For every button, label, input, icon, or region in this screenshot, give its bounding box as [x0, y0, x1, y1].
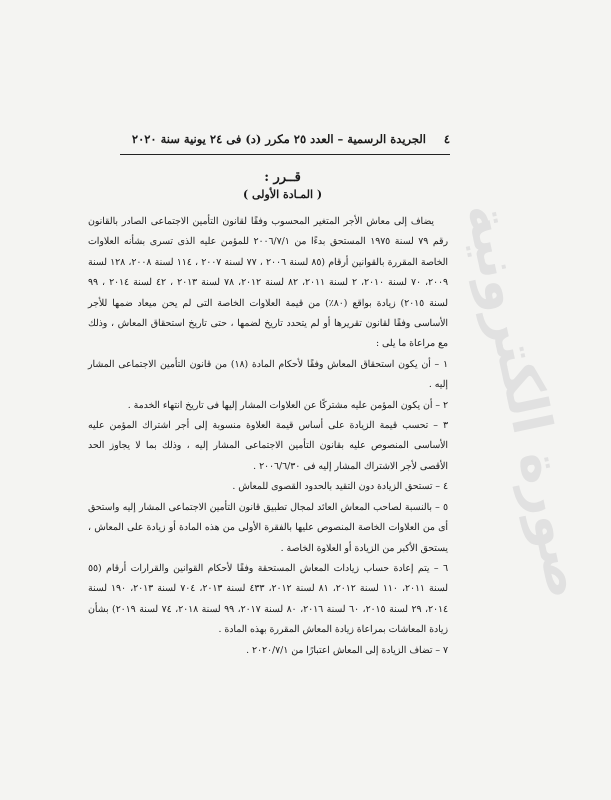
- clause-4: ٤ – تستحق الزيادة دون التقيد بالحدود القصوى للمعاش .: [232, 481, 448, 493]
- page-number: ٤: [443, 132, 450, 146]
- clause-7: ٧ – تضاف الزيادة إلى المعاش اعتبارًا من ٢٠٢٠/٧/١ .: [246, 644, 448, 656]
- watermark: صورة الكترونية: [453, 196, 600, 604]
- page-header: [120, 132, 450, 152]
- intro-paragraph: يضاف إلى معاش الأجر المتغير المحسوب وفقًا لقانون التأمين الاجتماعى الصادر بالقانون رقم ٧٩ لسنة ١٩٧٥ المستحق بدءًا من ٢٠٠٦/٧/١ للمؤمن عليه الذى تسرى بشأنه العلاوات الخاصة المقررة بالقوانين أرقام (٨٥ لسنة ٢٠٠٦ ، ٧٧ لسنة ٢٠٠٧ ، ١١٤ لسنة ٢٠٠٨، ١٢٨ لسنة ٢٠٠٩، ٧٠ لسنة ٢٠١٠، ٢ لسنة ٢٠١١، ٨٢ لسنة ٢٠١٢، ٧٨ لسنة ٢٠١٣ ، ٤٢ لسنة ٢٠١٤ ، ٩٩ لسنة ٢٠١٥) زيادة بواقع (٨٠٪) من قيمة العلاوات الخاصة التى لم يحن ميعاد ضمها للأجر الأساسى وفقًا لقانون تقريرها أو لم يتحدد تاريخ لضمها ، حتى تاريخ استحقاق المعاش ، وذلك مع مراعاة ما يلى :: [88, 216, 449, 350]
- clause-6: ٦ – يتم إعادة حساب زيادات المعاش المستحقة وفقًا لأحكام القوانين والقرارات أرقام (٥٥ لسنة ٢٠١١، ١١٠ لسنة ٢٠١٢، ٨١ لسنة ٢٠١٢، ٤٣٣ لسنة ٢٠١٣، ٧٠٤ لسنة ٢٠١٣، ١٩٠ لسنة ٢٠١٤، ٢٩ لسنة ٢٠١٥، ٦٠ لسنة ٢٠١٦، ٨٠ لسنة ٢٠١٧، ٩٩ لسنة ٢٠١٨، ٧٤ لسنة ٢٠١٩) بشأن زيادة المعاشات بمراعاة زيادة المعاش المقررة بهذه المادة .: [88, 562, 449, 636]
- clause-2: ٢ – أن يكون المؤمن عليه مشتركًا عن العلاوات المشار إليها فى تاريخ انتهاء الخدمة .: [127, 399, 448, 411]
- clause-5: ٥ – بالنسبة لصاحب المعاش العائد لمجال تطبيق قانون التأمين الاجتماعى المشار إليه واستحق أى من العلاوات الخاصة المنصوص عليها بالفقرة الأولى من هذه المادة أو زيادة على المعاش ، يستحق الأكبر من الزيادة أو العلاوة الخاصة .: [88, 501, 448, 554]
- clause-1: ١ – أن يكون استحقاق المعاش وفقًا لأحكام المادة (١٨) من قانون التأمين الاجتماعى المشار إليه .: [88, 358, 448, 391]
- article-title: ( المـادة الأولى ): [242, 188, 323, 201]
- article-body: [88, 212, 448, 661]
- header-divider: [120, 154, 450, 155]
- clause-3: ٣ – تحسب قيمة الزيادة على أساس قيمة العلاوة منسوبة إلى أجر اشتراك المؤمن عليه الأساسى المنصوص عليه بقانون التأمين الاجتماعى المشار إليه ، وذلك بما لا يجاوز الحد الأقصى لأجر الاشتراك المشار إليه فى ٢٠٠٦/٦/٣٠ .: [88, 420, 448, 472]
- decision-label: قــرر :: [264, 170, 301, 185]
- gazette-title: الجريدة الرسمية – العدد ٢٥ مكرر (د) فى ٢٤ يونية سنة ٢٠٢٠: [131, 132, 426, 146]
